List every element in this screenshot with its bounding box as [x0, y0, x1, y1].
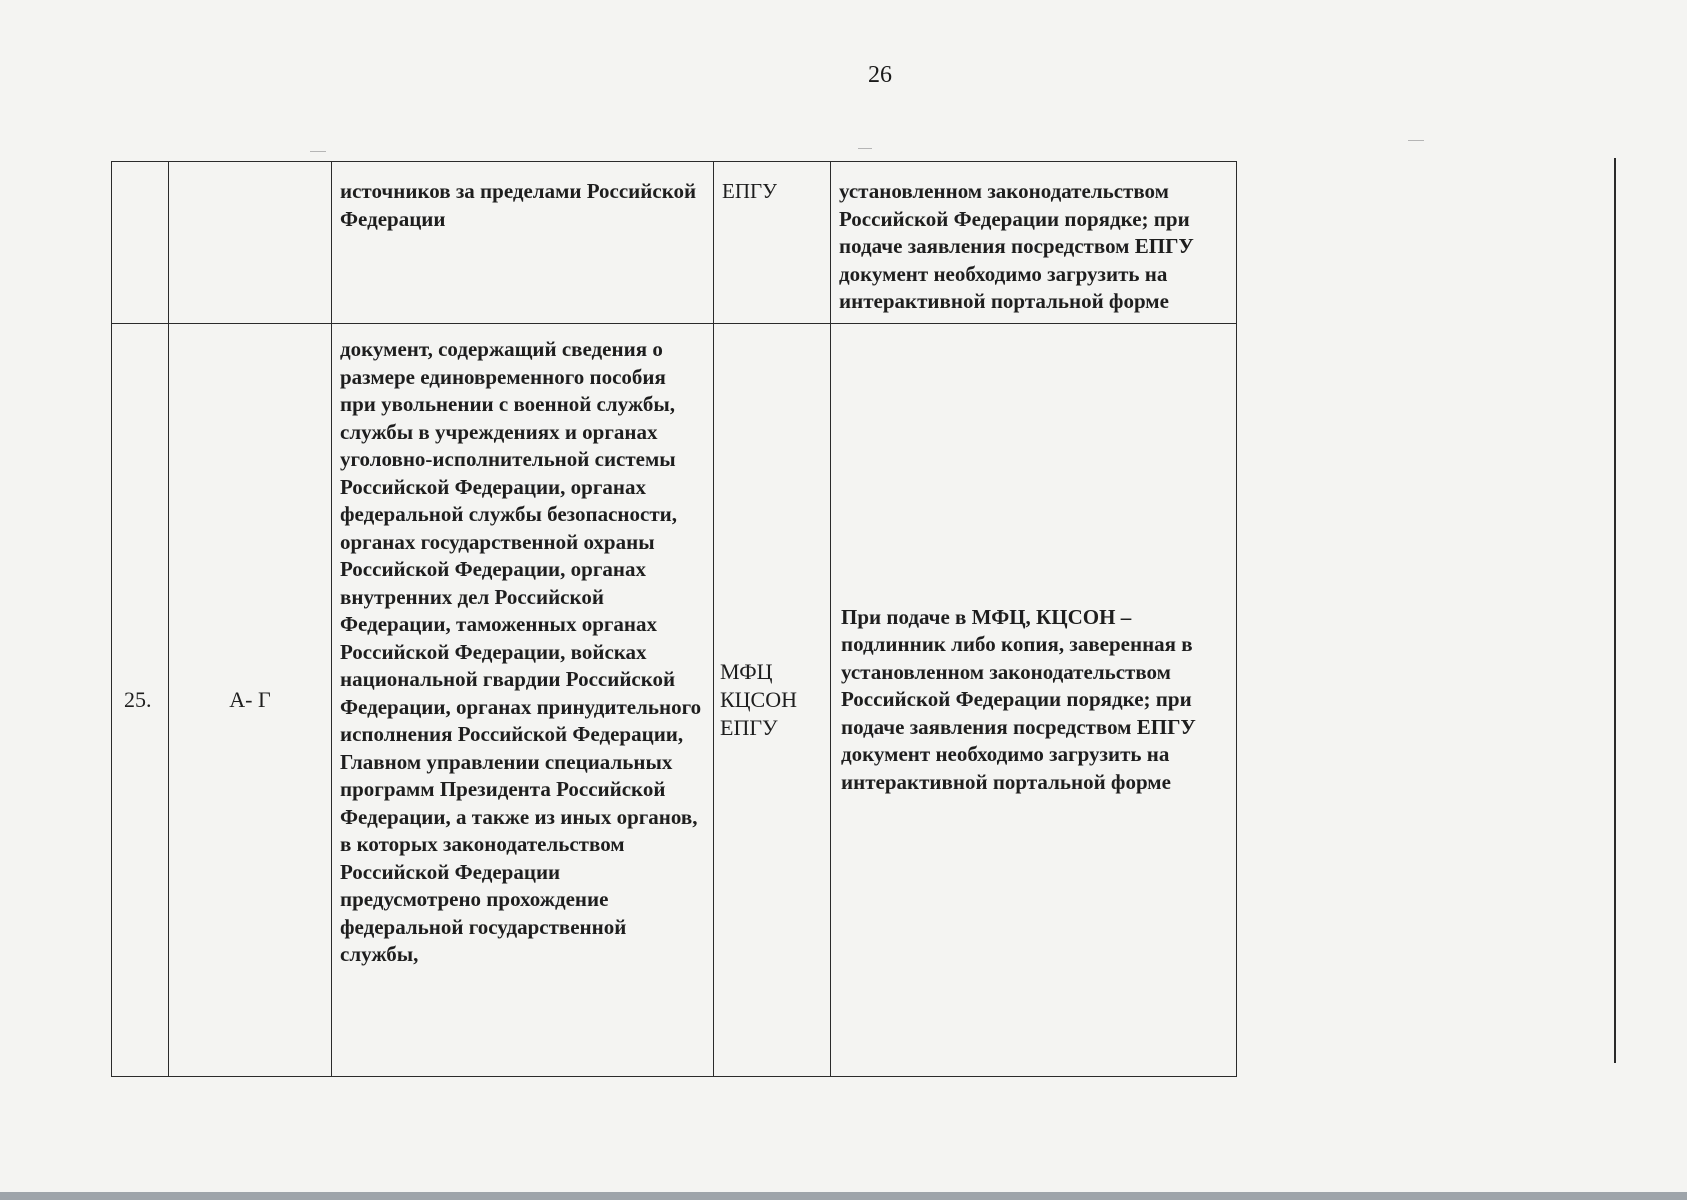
table-row	[112, 162, 1237, 324]
table-row	[112, 324, 1237, 1077]
scan-mark	[1408, 140, 1424, 141]
category-code-cell	[169, 162, 332, 324]
row-number-cell	[112, 162, 169, 324]
scan-mark	[310, 151, 326, 152]
submission-note-cell: При подаче в МФЦ, КЦСОН – подлинник либо копия, заверенная в установленном законодательством Российской Федерации порядке; при подаче заявления посредством ЕПГУ документ необходимо загрузить на интерактивной портальной форме	[831, 324, 1237, 1077]
document-description-cell: источников за пределами Российской Федерации	[332, 162, 714, 324]
scan-edge	[0, 1192, 1687, 1200]
channel-label: МФЦ	[720, 659, 773, 684]
page-number: 26	[868, 62, 892, 88]
channel-label: ЕПГУ	[720, 715, 778, 740]
document-description-cell: документ, содержащий сведения о размере единовременного пособия при увольнении с военной службы, службы в учреждениях и органах уголовно-исполнительной системы Российской Федерации, органах федеральной службы безопасности, органах государственной охраны Российской Федерации, органах внутренних дел Российской Федерации, таможенных органах Российской Федерации, войсках национальной гвардии Российской Федерации, органах принудительного исполнения Российской Федерации, Главном управлении специальных программ Президента Российской Федерации, а также из иных органов, в которых законодательством Российской Федерации предусмотрено прохождение федеральной государственной службы,	[332, 324, 714, 1077]
submission-channels-cell	[714, 162, 831, 324]
channel-label: КЦСОН	[720, 687, 798, 712]
channel-label: ЕПГУ	[722, 179, 778, 203]
submission-note-cell: установленном законодательством Российской Федерации порядке; при подаче заявления посредством ЕПГУ документ необходимо загрузить на интерактивной портальной форме	[831, 162, 1237, 324]
category-code-cell: А- Г	[169, 324, 332, 1077]
row-number-cell: 25.	[112, 324, 169, 1077]
submission-channels-cell	[714, 324, 831, 1077]
margin-rule	[1614, 158, 1616, 1063]
scan-mark	[858, 148, 872, 149]
requirements-table	[111, 161, 1237, 1077]
